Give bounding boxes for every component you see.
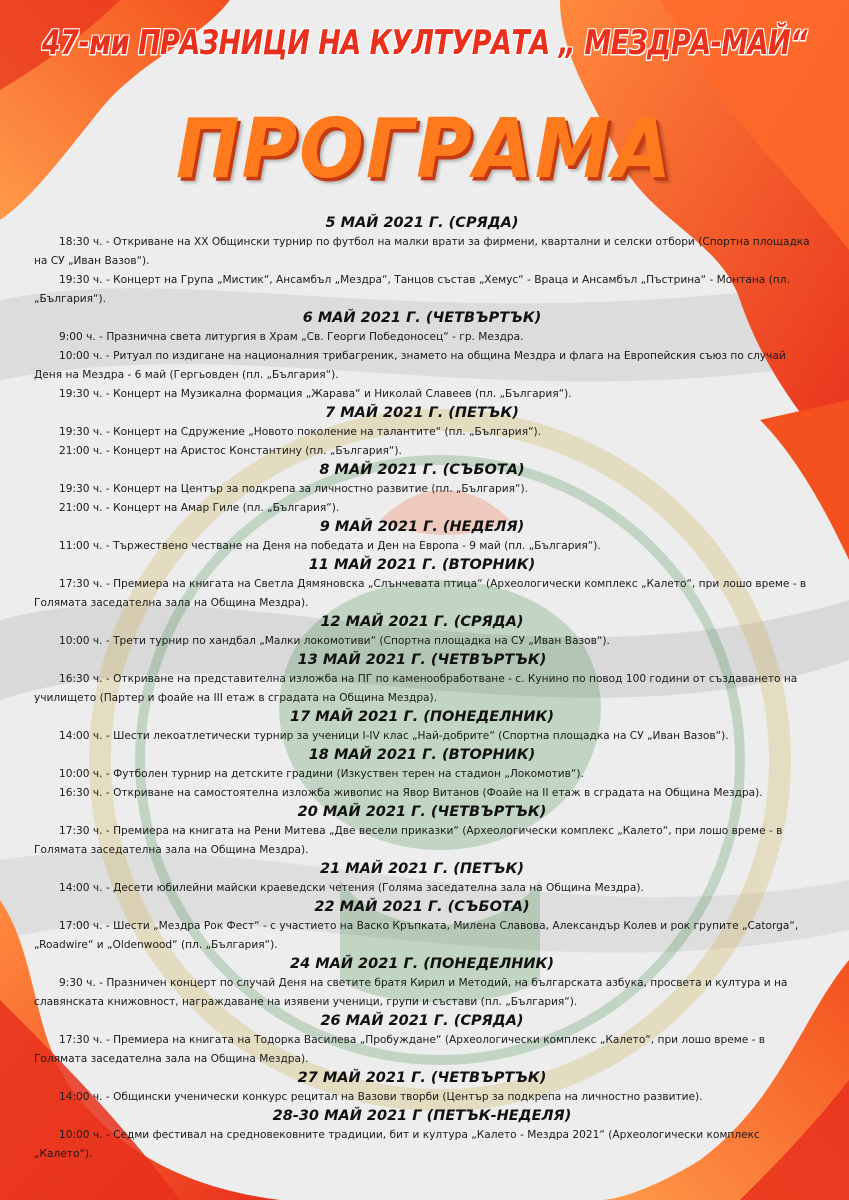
- event-item: 16:30 ч. - Откриване на самостоятелна изложба живопис на Явор Витанов (Фоайе на II етаж в сградата на Община Мездра).: [59, 787, 763, 799]
- festival-title: 47-ми ПРАЗНИЦИ НА КУЛТУРАТА „ МЕЗДРА-МАЙ“: [41, 24, 808, 63]
- day-heading: 24 МАЙ 2021 Г. (ПОНЕДЕЛНИК): [289, 956, 554, 972]
- event-item: 10:00 ч. - Футболен турнир на детските градини (Изкуствен терен на стадион „Локомотив“).: [59, 768, 584, 780]
- day-heading: 20 МАЙ 2021 Г. (ЧЕТВЪРТЪК): [297, 804, 547, 820]
- event-item: 21:00 ч. - Концерт на Амар Гиле (пл. „България“).: [59, 502, 340, 514]
- event-item: 10:00 ч. - Ритуал по издигане на националния трибагреник, знамето на община Мездра и флага на Европейския съюз по случай Деня на Мездра - 6 май (Гергьовден (пл. „България“).: [34, 350, 786, 381]
- event-item: 17:00 ч. - Шести „Мездра Рок Фест“ - с участието на Васко Кръпката, Милена Славова, Александър Колев и рок групите „Catorga“, „Roadwire“ и „Oldenwood“ (пл. „България“).: [34, 920, 799, 951]
- day-heading: 9 МАЙ 2021 Г. (НЕДЕЛЯ): [319, 519, 525, 535]
- day-heading: 28-30 МАЙ 2021 Г (ПЕТЪК-НЕДЕЛЯ): [272, 1108, 572, 1124]
- event-item: 9:00 ч. - Празнична света литургия в Храм „Св. Георги Победоносец“ - гр. Мездра.: [59, 331, 524, 343]
- day-heading: 22 МАЙ 2021 Г. (СЪБОТА): [314, 899, 530, 915]
- event-item: 17:30 ч. - Премиера на книгата на Рени Митева „Две весели приказки“ (Археологически комплекс „Калето“, при лошо време - в Голямата заседателна зала на Община Мездра).: [34, 825, 783, 856]
- event-item: 14:00 ч. - Десети юбилейни майски краеведски четения (Голяма заседателна зала на Община Мездра).: [59, 882, 644, 894]
- day-heading: 13 МАЙ 2021 Г. (ЧЕТВЪРТЪК): [297, 652, 547, 668]
- day-heading: 6 МАЙ 2021 Г. (ЧЕТВЪРТЪК): [302, 310, 542, 326]
- event-item: 17:30 ч. - Премиера на книгата на Тодорка Василева „Пробуждане“ (Археологически комплекс „Калето“, при лошо време - в Голямата заседателна зала на Община Мездра).: [34, 1034, 766, 1065]
- event-item: 11:00 ч. - Тържествено честване на Деня на победата и Ден на Европа - 9 май (пл. „България“).: [59, 540, 601, 552]
- day-heading: 8 МАЙ 2021 Г. (СЪБОТА): [319, 462, 525, 478]
- event-item: 14:00 ч. - Шести лекоатлетически турнир за ученици I-IV клас „Най-добрите“ (Спортна площадка на СУ „Иван Вазов“).: [59, 730, 729, 742]
- program-list: [34, 214, 810, 1164]
- day-heading: 17 МАЙ 2021 Г. (ПОНЕДЕЛНИК): [289, 709, 554, 725]
- day-heading: 12 МАЙ 2021 Г. (СРЯДА): [320, 614, 524, 630]
- event-item: 21:00 ч. - Концерт на Аристос Константину (пл. „България“).: [59, 445, 402, 457]
- event-item: 18:30 ч. - Откриване на XX Общински турнир по футбол на малки врати за фирмени, квартални и селски отбори (Спортна площадка на СУ „Иван Вазов“).: [34, 236, 810, 267]
- day-heading: 27 МАЙ 2021 Г. (ЧЕТВЪРТЪК): [297, 1070, 547, 1086]
- event-item: 17:30 ч. - Премиера на книгата на Светла Дямяновска „Слънчевата птица“ (Археологически комплекс „Калето“, при лошо време - в Голямата заседателна зала на Община Мездра).: [34, 578, 807, 609]
- day-heading: 7 МАЙ 2021 Г. (ПЕТЪК): [325, 405, 519, 421]
- event-item: 19:30 ч. - Концерт на Сдружение „Новото поколение на талантите“ (пл. „България“).: [59, 426, 542, 438]
- event-item: 10:00 ч. - Седми фестивал на средновековните традиции, бит и култура „Калето - Мездра 2021“ (Археологически комплекс „Калето“).: [34, 1129, 760, 1160]
- event-item: 19:30 ч. - Концерт на Център за подкрепа за личностно развитие (пл. „България“).: [59, 483, 528, 495]
- event-item: 16:30 ч. - Откриване на представителна изложба на ПГ по каменообработване - с. Кунино по повод 100 години от създаването на училището (Партер и фоайе на III етаж в сградата на Община Мездра).: [34, 673, 798, 704]
- program-title: ПРОГРАМА: [175, 100, 674, 197]
- day-heading: 26 МАЙ 2021 Г. (СРЯДА): [320, 1013, 524, 1029]
- event-item: 14:00 ч. - Общински ученически конкурс рецитал на Вазови творби (Център за подкрепа на личностно развитие).: [59, 1091, 703, 1103]
- event-item: 19:30 ч. - Концерт на Група „Мистик“, Ансамбъл „Мездра“, Танцов състав „Хемус“ - Враца и Ансамбъл „Пъстрина“ - Монтана (пл. „България“).: [34, 274, 790, 305]
- event-item: 10:00 ч. - Трети турнир по хандбал „Малки локомотиви“ (Спортна площадка на СУ „Иван Вазов“).: [59, 635, 610, 647]
- event-item: 19:30 ч. - Концерт на Музикална формация „Жарава“ и Николай Славеев (пл. „България“).: [59, 388, 572, 400]
- event-item: 9:30 ч. - Празничен концерт по случай Деня на светите братя Кирил и Методий, на българската азбука, просвета и култура и на славянската книжовност, награждаване на изявени ученици, групи и състави (пл. „България“).: [34, 977, 788, 1008]
- day-heading: 11 МАЙ 2021 Г. (ВТОРНИК): [308, 557, 536, 573]
- day-heading: 18 МАЙ 2021 Г. (ВТОРНИК): [308, 747, 536, 763]
- day-heading: 21 МАЙ 2021 Г. (ПЕТЪК): [320, 861, 524, 877]
- day-heading: 5 МАЙ 2021 Г. (СРЯДА): [325, 215, 519, 231]
